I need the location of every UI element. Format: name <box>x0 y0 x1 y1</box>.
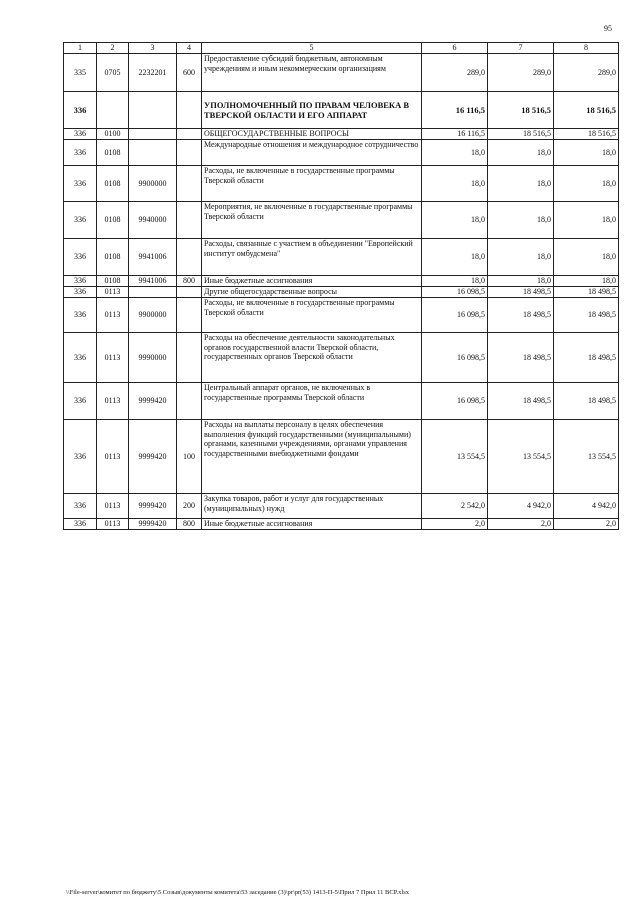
table-row <box>64 298 619 333</box>
table-row <box>64 420 619 494</box>
column-header-8: 8 <box>554 43 619 54</box>
cell-c7: 18 498,5 <box>488 333 554 383</box>
cell-c4: 200 <box>177 494 202 519</box>
cell-c7: 13 554,5 <box>488 420 554 494</box>
cell-c2: 0100 <box>97 129 129 140</box>
cell-c7: 18,0 <box>488 166 554 202</box>
table-row <box>64 494 619 519</box>
cell-c2: 0113 <box>97 494 129 519</box>
cell-c8: 18 498,5 <box>554 287 619 298</box>
cell-c3: 9990000 <box>129 333 177 383</box>
cell-c7: 18,0 <box>488 276 554 287</box>
cell-c6: 16 098,5 <box>422 287 488 298</box>
table-row <box>64 92 619 129</box>
cell-c1: 336 <box>64 239 97 276</box>
cell-c5: Предоставление субсидий бюджетным, автономным учреждениям и иным некоммерческим организациям <box>202 54 422 92</box>
cell-c3 <box>129 287 177 298</box>
cell-c3: 9941006 <box>129 239 177 276</box>
cell-c5: Международные отношения и международное сотрудничество <box>202 140 422 166</box>
cell-c2: 0113 <box>97 333 129 383</box>
cell-c6: 2,0 <box>422 519 488 530</box>
cell-c5: Иные бюджетные ассигнования <box>202 519 422 530</box>
cell-c4 <box>177 202 202 239</box>
cell-c3: 9900000 <box>129 298 177 333</box>
column-header-3: 3 <box>129 43 177 54</box>
cell-c6: 13 554,5 <box>422 420 488 494</box>
cell-c3 <box>129 140 177 166</box>
cell-c8: 18,0 <box>554 276 619 287</box>
cell-c3: 2232201 <box>129 54 177 92</box>
cell-c8: 18 516,5 <box>554 129 619 140</box>
cell-c2: 0108 <box>97 276 129 287</box>
cell-c2: 0108 <box>97 239 129 276</box>
cell-c7: 18 498,5 <box>488 298 554 333</box>
cell-c2: 0113 <box>97 383 129 420</box>
table-row <box>64 383 619 420</box>
cell-c7: 18,0 <box>488 239 554 276</box>
cell-c8: 18 516,5 <box>554 92 619 129</box>
cell-c5: УПОЛНОМОЧЕННЫЙ ПО ПРАВАМ ЧЕЛОВЕКА В ТВЕРСКОЙ ОБЛАСТИ И ЕГО АППАРАТ <box>202 92 422 129</box>
cell-c8: 18,0 <box>554 166 619 202</box>
cell-c5: Другие общегосударственные вопросы <box>202 287 422 298</box>
cell-c1: 336 <box>64 420 97 494</box>
page-number: 95 <box>604 24 612 33</box>
cell-c1: 336 <box>64 166 97 202</box>
cell-c5: Расходы, не включенные в государственные программы Тверской области <box>202 298 422 333</box>
column-header-1: 1 <box>64 43 97 54</box>
cell-c8: 18,0 <box>554 239 619 276</box>
cell-c1: 336 <box>64 333 97 383</box>
cell-c3: 9941006 <box>129 276 177 287</box>
cell-c1: 336 <box>64 140 97 166</box>
cell-c4 <box>177 129 202 140</box>
cell-c5: Иные бюджетные ассигнования <box>202 276 422 287</box>
cell-c4 <box>177 287 202 298</box>
cell-c4 <box>177 92 202 129</box>
cell-c2: 0108 <box>97 166 129 202</box>
cell-c2: 0113 <box>97 420 129 494</box>
cell-c6: 16 098,5 <box>422 298 488 333</box>
cell-c3: 9900000 <box>129 166 177 202</box>
cell-c2 <box>97 92 129 129</box>
table-body <box>64 54 619 530</box>
cell-c8: 289,0 <box>554 54 619 92</box>
cell-c4 <box>177 166 202 202</box>
cell-c7: 18 516,5 <box>488 129 554 140</box>
table-row <box>64 519 619 530</box>
cell-c6: 2 542,0 <box>422 494 488 519</box>
cell-c4: 600 <box>177 54 202 92</box>
table-row <box>64 276 619 287</box>
table-row <box>64 239 619 276</box>
cell-c1: 336 <box>64 92 97 129</box>
cell-c7: 18 516,5 <box>488 92 554 129</box>
cell-c1: 336 <box>64 519 97 530</box>
cell-c4: 100 <box>177 420 202 494</box>
cell-c4: 800 <box>177 519 202 530</box>
column-header-6: 6 <box>422 43 488 54</box>
cell-c6: 16 116,5 <box>422 129 488 140</box>
cell-c2: 0705 <box>97 54 129 92</box>
table-row <box>64 54 619 92</box>
cell-c2: 0113 <box>97 519 129 530</box>
cell-c2: 0113 <box>97 298 129 333</box>
cell-c4 <box>177 239 202 276</box>
column-header-7: 7 <box>488 43 554 54</box>
cell-c1: 336 <box>64 494 97 519</box>
column-header-5: 5 <box>202 43 422 54</box>
cell-c4 <box>177 140 202 166</box>
cell-c6: 18,0 <box>422 202 488 239</box>
table-row <box>64 333 619 383</box>
cell-c6: 289,0 <box>422 54 488 92</box>
column-header-2: 2 <box>97 43 129 54</box>
cell-c8: 18 498,5 <box>554 383 619 420</box>
cell-c8: 13 554,5 <box>554 420 619 494</box>
cell-c4 <box>177 298 202 333</box>
cell-c1: 336 <box>64 298 97 333</box>
cell-c5: Расходы, связанные с участием в объединении "Европейский институт омбудсмена" <box>202 239 422 276</box>
cell-c7: 4 942,0 <box>488 494 554 519</box>
cell-c1: 336 <box>64 287 97 298</box>
table-row <box>64 129 619 140</box>
cell-c6: 16 098,5 <box>422 383 488 420</box>
cell-c3: 9999420 <box>129 494 177 519</box>
cell-c2: 0113 <box>97 287 129 298</box>
cell-c8: 4 942,0 <box>554 494 619 519</box>
cell-c3: 9999420 <box>129 420 177 494</box>
cell-c5: ОБЩЕГОСУДАРСТВЕННЫЕ ВОПРОСЫ <box>202 129 422 140</box>
cell-c7: 18 498,5 <box>488 287 554 298</box>
cell-c6: 16 116,5 <box>422 92 488 129</box>
cell-c5: Расходы, не включенные в государственные программы Тверской области <box>202 166 422 202</box>
cell-c5: Расходы на обеспечение деятельности законодательных органов государственной власти Тверской области, государственных органов Тверской области <box>202 333 422 383</box>
cell-c7: 289,0 <box>488 54 554 92</box>
cell-c6: 18,0 <box>422 140 488 166</box>
cell-c4 <box>177 383 202 420</box>
cell-c5: Закупка товаров, работ и услуг для государственных (муниципальных) нужд <box>202 494 422 519</box>
cell-c6: 16 098,5 <box>422 333 488 383</box>
cell-c8: 18,0 <box>554 202 619 239</box>
column-header-4: 4 <box>177 43 202 54</box>
table-row <box>64 166 619 202</box>
cell-c1: 336 <box>64 276 97 287</box>
cell-c8: 18,0 <box>554 140 619 166</box>
cell-c3 <box>129 92 177 129</box>
cell-c3: 9940000 <box>129 202 177 239</box>
cell-c2: 0108 <box>97 202 129 239</box>
cell-c8: 18 498,5 <box>554 333 619 383</box>
table-row <box>64 287 619 298</box>
cell-c6: 18,0 <box>422 166 488 202</box>
cell-c1: 336 <box>64 202 97 239</box>
cell-c1: 336 <box>64 129 97 140</box>
cell-c5: Центральный аппарат органов, не включенных в государственные программы Тверской области <box>202 383 422 420</box>
cell-c3 <box>129 129 177 140</box>
cell-c3: 9999420 <box>129 519 177 530</box>
cell-c1: 335 <box>64 54 97 92</box>
table-row <box>64 202 619 239</box>
footer-file-path: \\File-server\комитет по бюджету\5 Созыв\документы комитета\53 заседание (3)\pr\pr(53) 1413-П-5\Прил 7 Прил 11 ВСР.xlsx <box>66 889 409 896</box>
cell-c7: 18,0 <box>488 140 554 166</box>
cell-c1: 336 <box>64 383 97 420</box>
cell-c6: 18,0 <box>422 239 488 276</box>
cell-c4: 800 <box>177 276 202 287</box>
cell-c8: 2,0 <box>554 519 619 530</box>
header-row <box>64 43 619 54</box>
cell-c5: Мероприятия, не включенные в государственные программы Тверской области <box>202 202 422 239</box>
cell-c7: 18,0 <box>488 202 554 239</box>
cell-c4 <box>177 333 202 383</box>
cell-c8: 18 498,5 <box>554 298 619 333</box>
cell-c6: 18,0 <box>422 276 488 287</box>
cell-c2: 0108 <box>97 140 129 166</box>
cell-c5: Расходы на выплаты персоналу в целях обеспечения выполнения функций государственными (муниципальными) органами, казенными учреждениями, органами управления государственными внебюджетными фондами <box>202 420 422 494</box>
cell-c3: 9999420 <box>129 383 177 420</box>
table-row <box>64 140 619 166</box>
cell-c7: 2,0 <box>488 519 554 530</box>
budget-table <box>63 42 619 530</box>
cell-c7: 18 498,5 <box>488 383 554 420</box>
